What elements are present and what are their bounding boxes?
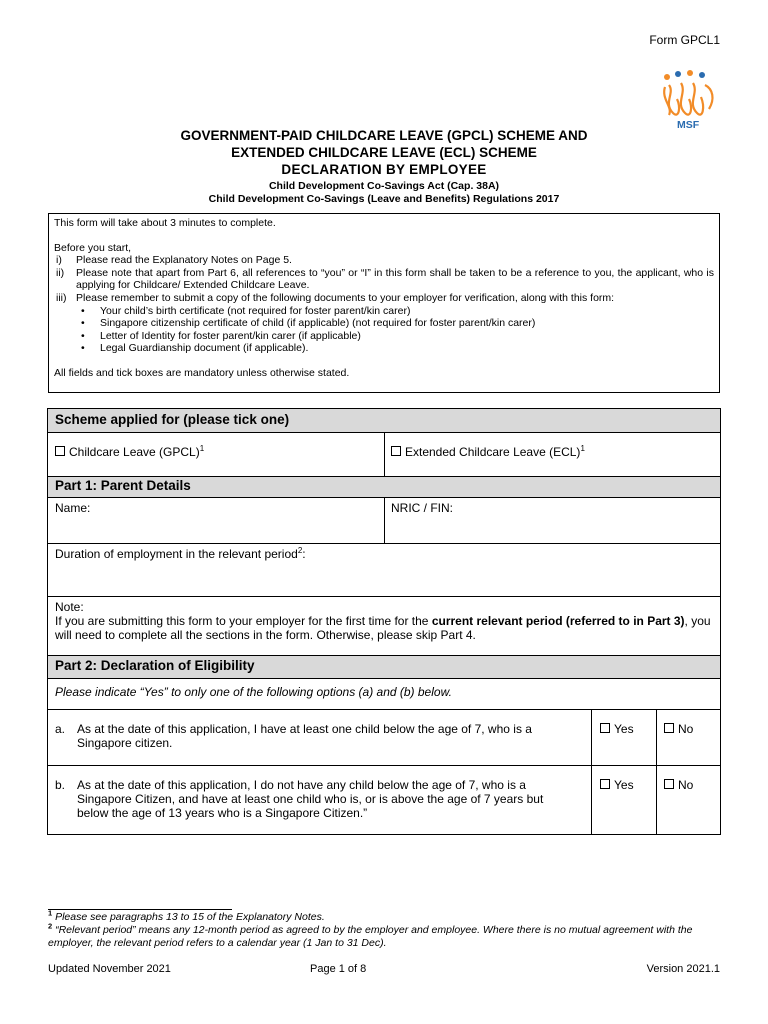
footnote-divider xyxy=(48,909,232,910)
duration-colon: : xyxy=(302,547,306,561)
note-text-post: , you will need to complete all the sections in the form. Otherwise, please skip Part 4. xyxy=(55,614,711,642)
yes-label: Yes xyxy=(614,722,634,736)
subtitle-line-2: Child Development Co-Savings (Leave and Benefits) Regulations 2017 xyxy=(208,192,560,205)
form-subtitle xyxy=(0,180,768,205)
scheme-option-ecl[interactable] xyxy=(391,445,585,459)
intro-item-text: Please read the Explanatory Notes on Page 5. xyxy=(76,254,292,267)
nric-label: NRIC / FIN: xyxy=(391,501,453,515)
note-text xyxy=(55,614,715,642)
ecl-label: Extended Childcare Leave (ECL) xyxy=(405,445,581,459)
bullet-text: Singapore citizenship certificate of child (if applicable) (not required for foster parent/kin carer) xyxy=(100,317,536,330)
note-box xyxy=(55,600,715,642)
doc-bullet-4 xyxy=(54,342,714,355)
option-b-text: As at the date of this application, I do not have any child below the age of 7, who is a Singapore Citizen, and have at least one child who is, or is above the age of 7 years but below the age of 13 years who is a Singapore Citizen.” xyxy=(77,778,544,820)
subtitle-line-1: Child Development Co-Savings Act (Cap. 38A) xyxy=(268,180,500,192)
gpcl-label: Childcare Leave (GPCL) xyxy=(69,445,200,459)
checkbox-icon[interactable] xyxy=(664,723,674,733)
title-line-3: DECLARATION BY EMPLOYEE xyxy=(281,162,487,177)
footnote-ref: 1 xyxy=(199,444,205,453)
part2-instruction: Please indicate “Yes” to only one of the following options (a) and (b) below. xyxy=(55,685,452,699)
footer-version: Version 2021.1 xyxy=(646,963,720,975)
footer-updated: Updated November 2021 xyxy=(48,963,171,975)
option-b-yes[interactable] xyxy=(600,778,634,792)
form-code: Form GPCL1 xyxy=(649,33,720,47)
note-text-pre: If you are submitting this form to your employer for the first time for the xyxy=(55,614,432,628)
intro-item-num: iii) xyxy=(56,291,67,304)
intro-item-3 xyxy=(54,292,714,305)
form-title xyxy=(0,127,768,178)
option-b-letter: b. xyxy=(55,778,66,792)
option-b-no[interactable] xyxy=(664,778,693,792)
checkbox-icon[interactable] xyxy=(600,723,610,733)
intro-box xyxy=(48,213,720,393)
option-a-no[interactable] xyxy=(664,722,693,736)
scheme-header: Scheme applied for (please tick one) xyxy=(48,409,720,432)
bullet-icon: • xyxy=(81,317,85,330)
name-field[interactable] xyxy=(55,515,375,543)
no-label: No xyxy=(678,778,694,792)
footnote-ref: 1 xyxy=(580,444,585,453)
footnote-num: 1 xyxy=(48,908,53,918)
footnote-num: 2 xyxy=(48,921,53,931)
no-label: No xyxy=(678,722,694,736)
doc-bullet-2 xyxy=(54,317,714,330)
footnote-2 xyxy=(48,921,720,949)
doc-bullet-1 xyxy=(54,305,714,318)
bullet-text: Your child’s birth certificate (not required for foster parent/kin carer) xyxy=(100,304,411,317)
option-a-letter: a. xyxy=(55,722,66,736)
bullet-text: Legal Guardianship document (if applicable). xyxy=(100,342,309,355)
yes-label: Yes xyxy=(614,778,634,792)
checkbox-icon[interactable] xyxy=(664,779,674,789)
doc-bullet-3 xyxy=(54,330,714,343)
checkbox-icon[interactable] xyxy=(55,446,65,456)
bullet-icon: • xyxy=(81,304,85,317)
bullet-icon: • xyxy=(81,342,85,355)
part2-header: Part 2: Declaration of Eligibility xyxy=(48,656,720,678)
bullet-icon: • xyxy=(81,329,85,342)
checkbox-icon[interactable] xyxy=(600,779,610,789)
footnote-1 xyxy=(48,908,720,924)
intro-item-num: i) xyxy=(56,254,62,267)
footnote-text: Please see paragraphs 13 to 15 of the Explanatory Notes. xyxy=(55,911,325,923)
form-table xyxy=(47,408,721,835)
duration-label xyxy=(55,547,306,561)
duration-field[interactable] xyxy=(55,563,715,595)
intro-item-2 xyxy=(54,267,714,292)
footnote-text: “Relevant period” means any 12-month period as agreed to by the employer and employee. Where there is no mutual agreement with the employer, the relevant period refers to a calendar year (1 Jan to 31 Dec). xyxy=(48,924,693,949)
title-line-1: GOVERNMENT-PAID CHILDCARE LEAVE (GPCL) SCHEME AND xyxy=(180,128,588,143)
footnote-ref: 2 xyxy=(297,546,303,555)
intro-item-1 xyxy=(54,254,714,267)
msf-logo xyxy=(659,63,719,129)
mandatory-text: All fields and tick boxes are mandatory unless otherwise stated. xyxy=(54,366,350,379)
nric-field[interactable] xyxy=(391,515,711,543)
title-line-2: EXTENDED CHILDCARE LEAVE (ECL) SCHEME xyxy=(231,145,537,160)
part1-header: Part 1: Parent Details xyxy=(48,477,720,497)
intro-item-text: Please remember to submit a copy of the following documents to your employer for verification, along with this form: xyxy=(76,291,615,304)
before-text: Before you start, xyxy=(54,241,132,254)
duration-label-text: Duration of employment in the relevant period xyxy=(55,547,298,561)
intro-item-text: Please note that apart from Part 6, all references to “you” or “I” in this form shall be taken to be a reference to you, the applicant, who is applying for Childcare/ Extended Childcare Leave. xyxy=(76,266,714,292)
option-a-text: As at the date of this application, I have at least one child below the age of 7, who is a Singapore citizen. xyxy=(77,722,532,750)
footer-page: Page 1 of 8 xyxy=(310,963,367,975)
intro-item-num: ii) xyxy=(56,266,65,279)
option-a-yes[interactable] xyxy=(600,722,634,736)
checkbox-icon[interactable] xyxy=(391,446,401,456)
note-label: Note: xyxy=(55,600,84,614)
bullet-text: Letter of Identity for foster parent/kin carer (if applicable) xyxy=(100,329,361,342)
note-text-bold: current relevant period (referred to in Part 3) xyxy=(431,614,685,628)
scheme-option-gpcl[interactable] xyxy=(55,445,204,459)
logo-text: MSF xyxy=(677,119,700,129)
duration-text: This form will take about 3 minutes to complete. xyxy=(54,217,276,229)
name-label: Name: xyxy=(55,501,91,515)
